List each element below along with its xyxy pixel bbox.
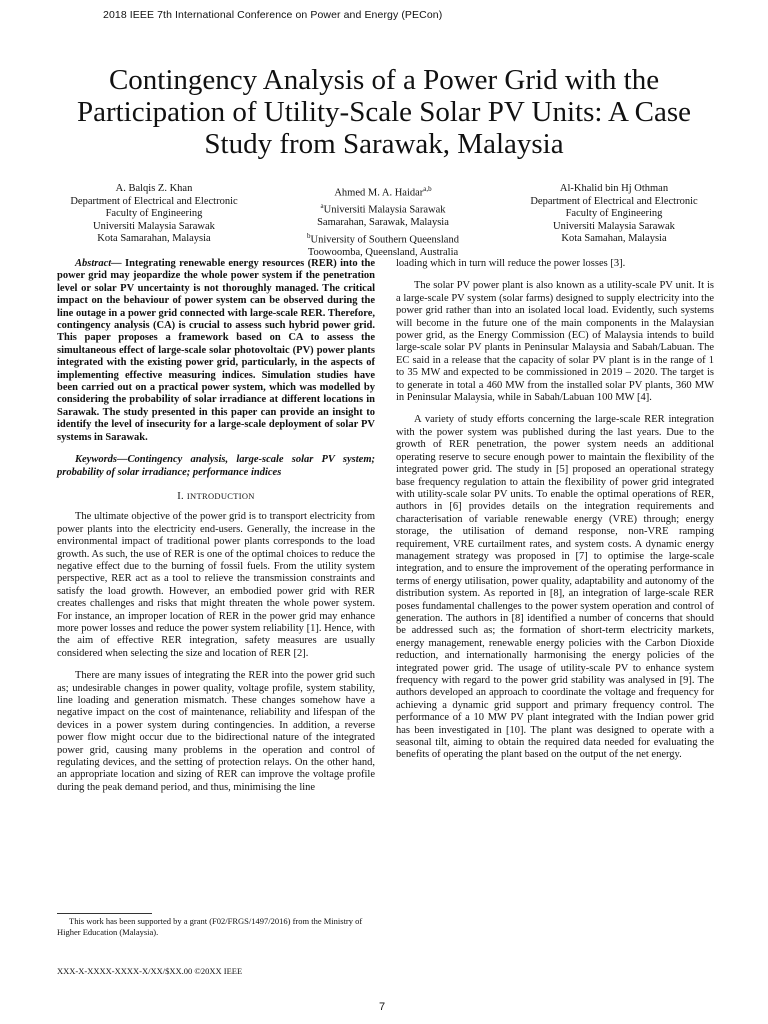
author-3 (508, 183, 720, 246)
page-number: 7 (379, 1001, 386, 1013)
abstract (57, 258, 375, 444)
author-affiliation: Universiti Malaysia Sarawak (93, 220, 215, 232)
author-affiliation: Toowoomba, Queensland, Australia (307, 246, 459, 258)
author-affiliation: Department of Electrical and Electronic (530, 195, 698, 207)
author-affiliation: Universiti Malaysia Sarawak (553, 220, 675, 232)
author-2 (272, 183, 494, 259)
left-column (57, 258, 375, 794)
author-name: Ahmed M. A. Haidar$^{a,b}$ (334, 185, 432, 199)
paper-title: Contingency Analysis of a Power Grid with the Participation of Utility-Scale Solar PV Units: A Case Study from Sarawak, Malaysia (76, 64, 692, 160)
author-affiliation: Kota Samarahan, Malaysia (97, 233, 211, 245)
abstract-text: Integrating renewable energy resources (RER) into the power grid may jeopardize the whole power system if the penetration level or solar PV uncertainty is not thoroughly managed. The critical impact on the behaviour of power system can be observed during the line outage in a power grid connected with large-scale RER. Therefore, contingency analysis (CA) is crucial to assess such hybrid power grid. This paper proposes a framework based on CA to assess the simultaneous effect of large-scale solar photovoltaic (PV) power plants integrated with the existing power grid, particularly, in the aspects of implementing effective measuring indices. Simulation studies have been carried out on a practical power system, which was modelled by considering the probability of solar irradiance at different locations in Sarawak. The study presented in this paper can provide an insight to identify the level of insecurity for a large-scale deployment of solar PV systems in Sarawak. (57, 258, 375, 443)
footnote: This work has been supported by a grant (F02/FRGS/1497/2016) from the Ministry of Higher Education (Malaysia). (57, 916, 363, 937)
paragraph: There are many issues of integrating the RER into the power grid such as; undesirable changes in power quality, voltage profile, system stability, line loading and generation mismatch. These changes somehow have a negative impact on the cost of maintenance, reliability and lifespan of the devices in a power system during contingencies. In addition, a reverse power flow might occur due to the bidirectional nature of the integrated power grid, causing many problems in the operation and control of regulating devices, and the setting of protection relays. On the other hand, an appropriate location and sizing of RER can improve the voltage profile during the peak demand period, and thus, minimising the line (57, 670, 375, 793)
author-name: Al-Khalid bin Hj Othman (559, 183, 669, 194)
author-affiliation: $^a$Universiti Malaysia Sarawak (320, 202, 446, 216)
copyright-line: XXX-X-XXXX-XXXX-X/XX/$XX.00 ©20XX IEEE (57, 966, 243, 976)
paragraph: A variety of study efforts concerning the large-scale RER integration with the power system was published during the last years. Due to the growth of RER penetration, the power system needs an additional operating reserve to secure enough power to maintain the flexibility of the integrated power grid. The study in [5] proposed an operational strategy base frequency regulation to attain the flexibility of power grid integrated with utility-scale solar PV units. To enable the optimal operations of RER, authors in [6] provides details on the integration requirements and characterisation of variable renewable energy (VRE) through; energy storage, the utilisation of demand response, non-VRE ramping requirement, VRE curtailment rates, and system costs. A dynamic energy management strategy was proposed in [7] to optimise the large-scale integration, and to ensure the improvement of the operating performance in terms of energy utilisation, power quality, adaptability and autonomy of the distribution system. As reported in [8], an integration of large-scale RER poses fundamental challenges to the power system operation and control of generation. The authors in [8] identified a number of concerns that should be addressed such as; the formation of short-term electricity markets, energy management, renewable energy policies with the Carbon Dioxide reduction, and internationally harmonising the energy policies of the integrated power grid. The usage of utility-scale PV to enhance system frequency with regard to the power grid stability was analysed in [9]. The authors developed an approach to coordinate the voltage and frequency for achieving a dynamic grid support and primary frequency control. The performance of a 10 MW PV plant integrated with the Indian power grid has been investigated in [10]. The plant was designed to operate with a seasonal tilt, aiming to obtain the required data needed for evaluating the benefits of operating the plant based on the output of the net energy. (396, 414, 714, 761)
author-1 (48, 183, 260, 246)
paragraph: loading which in turn will reduce the power losses [3]. (396, 258, 626, 269)
author-affiliation: Faculty of Engineering (105, 208, 203, 220)
author-affiliation: Faculty of Engineering (565, 208, 663, 220)
right-column (396, 258, 714, 762)
section-heading: I. INTRODUCTION (177, 490, 255, 502)
abstract-label: Abstract— (75, 258, 122, 269)
footnote-rule (57, 913, 152, 914)
paragraph: The solar PV power plant is also known as a utility-scale PV unit. It is a large-scale PV system (solar farms) designed to supply electricity into the power grid rather than into an isolated local load. Evidently, such systems will become in the future one of the main components in the Malaysian power grid, as the Energy Commission (EC) of Malaysia intends to build large-scale solar PV plants in Peninsular Malaysia and Sabah/Labuan. The EC said in a release that the capacity of solar PV plant is in the range of 1 to 35 MW and expected to be commissioned in 2019 – 2020. The target is to generate in total a 460 MW from the installed solar PV plants, 360 MW in Peninsular Malaysia, while in Sabah/Labuan 100 MW [4]. (396, 280, 714, 404)
author-affiliation: Department of Electrical and Electronic (70, 195, 238, 207)
author-affiliation: Kota Samahan, Malaysia (561, 233, 667, 245)
keywords: Keywords—Contingency analysis, large-scale solar PV system; probability of solar irradiance; performance indices (57, 454, 375, 478)
conference-header: 2018 IEEE 7th International Conference on Power and Energy (PECon) (103, 9, 443, 21)
author-name: A. Balqis Z. Khan (115, 183, 193, 194)
paragraph: The ultimate objective of the power grid is to transport electricity from power plants into the electricity end-users. Generally, the increase in the environmental impact of traditional power plants corresponds to the load growth. As such, the use of RER is one of the optimal choices to reduce the negative effect due to the burning of fossil fuels. From the utility system perspective, RER act as a tool to relieve the transmission constraints and satisfy the load growth. However, an embodied power grid with RER creates challenges and risks that might threaten the whole power system. For instance, an improper location of RER in the power grid may enhance more power losses and reduce the power system reliability [1]. Hence, with the aim of effective RER integration, safety measures are usually considered when selecting the size and location of RER [2]. (57, 511, 375, 659)
author-affiliation: $^b$University of Southern Queensland (307, 231, 459, 246)
author-affiliation: Samarahan, Sarawak, Malaysia (317, 217, 449, 229)
